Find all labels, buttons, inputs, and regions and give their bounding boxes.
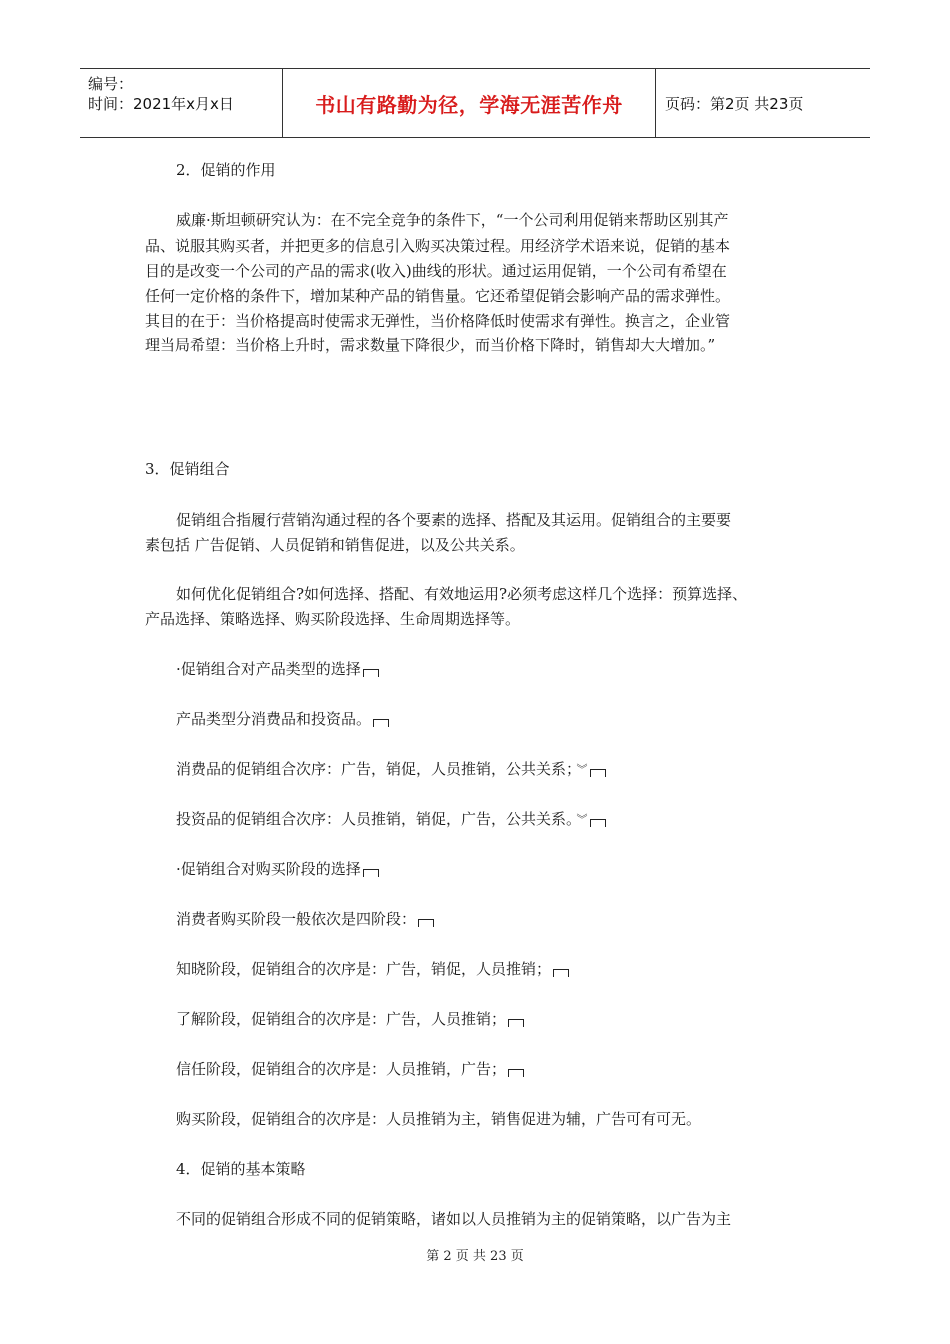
paragraph-mark-icon	[508, 1069, 524, 1077]
line-consumer-goods	[176, 757, 606, 783]
line-text: 产品类型分消费品和投资品。	[176, 710, 372, 728]
section-2-para-line: 理当局希望：当价格上升时，需求数量下降很少，而当价格下降时，销售却大大增加。”	[145, 336, 716, 354]
line-product-types	[176, 707, 389, 732]
section-3-heading: 3．促销组合	[145, 460, 230, 478]
header-meta-cell	[80, 69, 282, 137]
document-date-label: 时间：2021年x月x日	[88, 95, 234, 113]
paragraph-mark-icon	[590, 769, 606, 777]
section-2-para-line: 目的是改变一个公司的产品的需求(收入)曲线的形状。通过运用促销，一个公司有希望在	[145, 262, 727, 280]
section-2-para-line: 品、说服其购买者，并把更多的信息引入购买决策过程。用经济学术语来说，促销的基本	[145, 237, 731, 255]
line-text: 投资品的促销组合次序：人员推销，销促，广告，公共关系。	[176, 810, 574, 828]
line-stage-buy: 购买阶段，促销组合的次序是：人员推销为主，销售促进为辅，广告可有可无。	[176, 1110, 702, 1128]
bullet-text: ·促销组合对购买阶段的选择	[176, 860, 361, 878]
line-text: 消费者购买阶段一般依次是四阶段：	[176, 910, 417, 928]
page-footer: 第 2 页 共 23 页	[426, 1249, 524, 1264]
line-text: 消费品的促销组合次序：广告，销促，人员推销，公共关系；	[176, 760, 574, 778]
header-page-info: 页码：第2页 共23页	[665, 94, 804, 113]
line-stages	[176, 907, 434, 932]
line-investment-goods	[176, 807, 606, 833]
bullet-text: ·促销组合对产品类型的选择	[176, 660, 361, 678]
section-3-para1-line: 素包括 广告促销、人员促销和销售促进，以及公共关系。	[145, 536, 525, 554]
paragraph-mark-icon	[418, 919, 434, 927]
section-3-para2-line: 产品选择、策略选择、购买阶段选择、生命周期选择等。	[145, 610, 521, 628]
line-stage-know	[176, 957, 569, 982]
line-stage-trust	[176, 1057, 524, 1082]
bullet-purchase-stage	[176, 857, 379, 882]
paragraph-mark-icon	[373, 719, 389, 727]
section-4-heading: 4．促销的基本策略	[176, 1160, 306, 1178]
paragraph-mark-icon	[363, 669, 379, 677]
paragraph-mark-icon	[590, 819, 606, 827]
line-text: 知晓阶段，促销组合的次序是：广告，销促，人员推销；	[176, 960, 552, 978]
section-3-para2-line: 如何优化促销组合?如何选择、搭配、有效地运用?必须考虑这样几个选择：预算选择、	[176, 585, 748, 603]
section-3-para1-line: 促销组合指履行营销沟通过程的各个要素的选择、搭配及其运用。促销组合的主要要	[176, 511, 732, 529]
section-2-heading: 2．促销的作用	[176, 161, 276, 179]
page-header	[80, 68, 870, 138]
header-motto-cell	[282, 69, 656, 137]
paragraph-mark-icon	[363, 869, 379, 877]
header-motto: 书山有路勤为径，学海无涯苦作舟	[315, 92, 623, 117]
header-page-cell	[655, 69, 870, 137]
chevron-down-icon: ︾	[576, 813, 588, 826]
section-2-para-line: 威廉·斯坦顿研究认为：在不完全竞争的条件下，“一个公司利用促销来帮助区别其产	[176, 211, 729, 229]
document-number-label: 编号：	[88, 75, 134, 93]
bullet-product-type	[176, 657, 379, 682]
paragraph-mark-icon	[508, 1019, 524, 1027]
section-2-para-line: 任何一定价格的条件下，增加某种产品的销售量。它还希望促销会影响产品的需求弹性。	[145, 287, 731, 305]
paragraph-mark-icon	[553, 969, 569, 977]
section-2-para-line: 其目的在于：当价格提高时使需求无弹性，当价格降低时使需求有弹性。换言之，企业管	[145, 312, 731, 330]
line-stage-understand	[176, 1007, 524, 1032]
chevron-down-icon: ︾	[576, 763, 588, 776]
line-text: 信任阶段，促销组合的次序是：人员推销，广告；	[176, 1060, 507, 1078]
line-text: 了解阶段，促销组合的次序是：广告，人员推销；	[176, 1010, 507, 1028]
section-4-para-line: 不同的促销组合形成不同的促销策略，诸如以人员推销为主的促销策略，以广告为主	[176, 1210, 732, 1228]
